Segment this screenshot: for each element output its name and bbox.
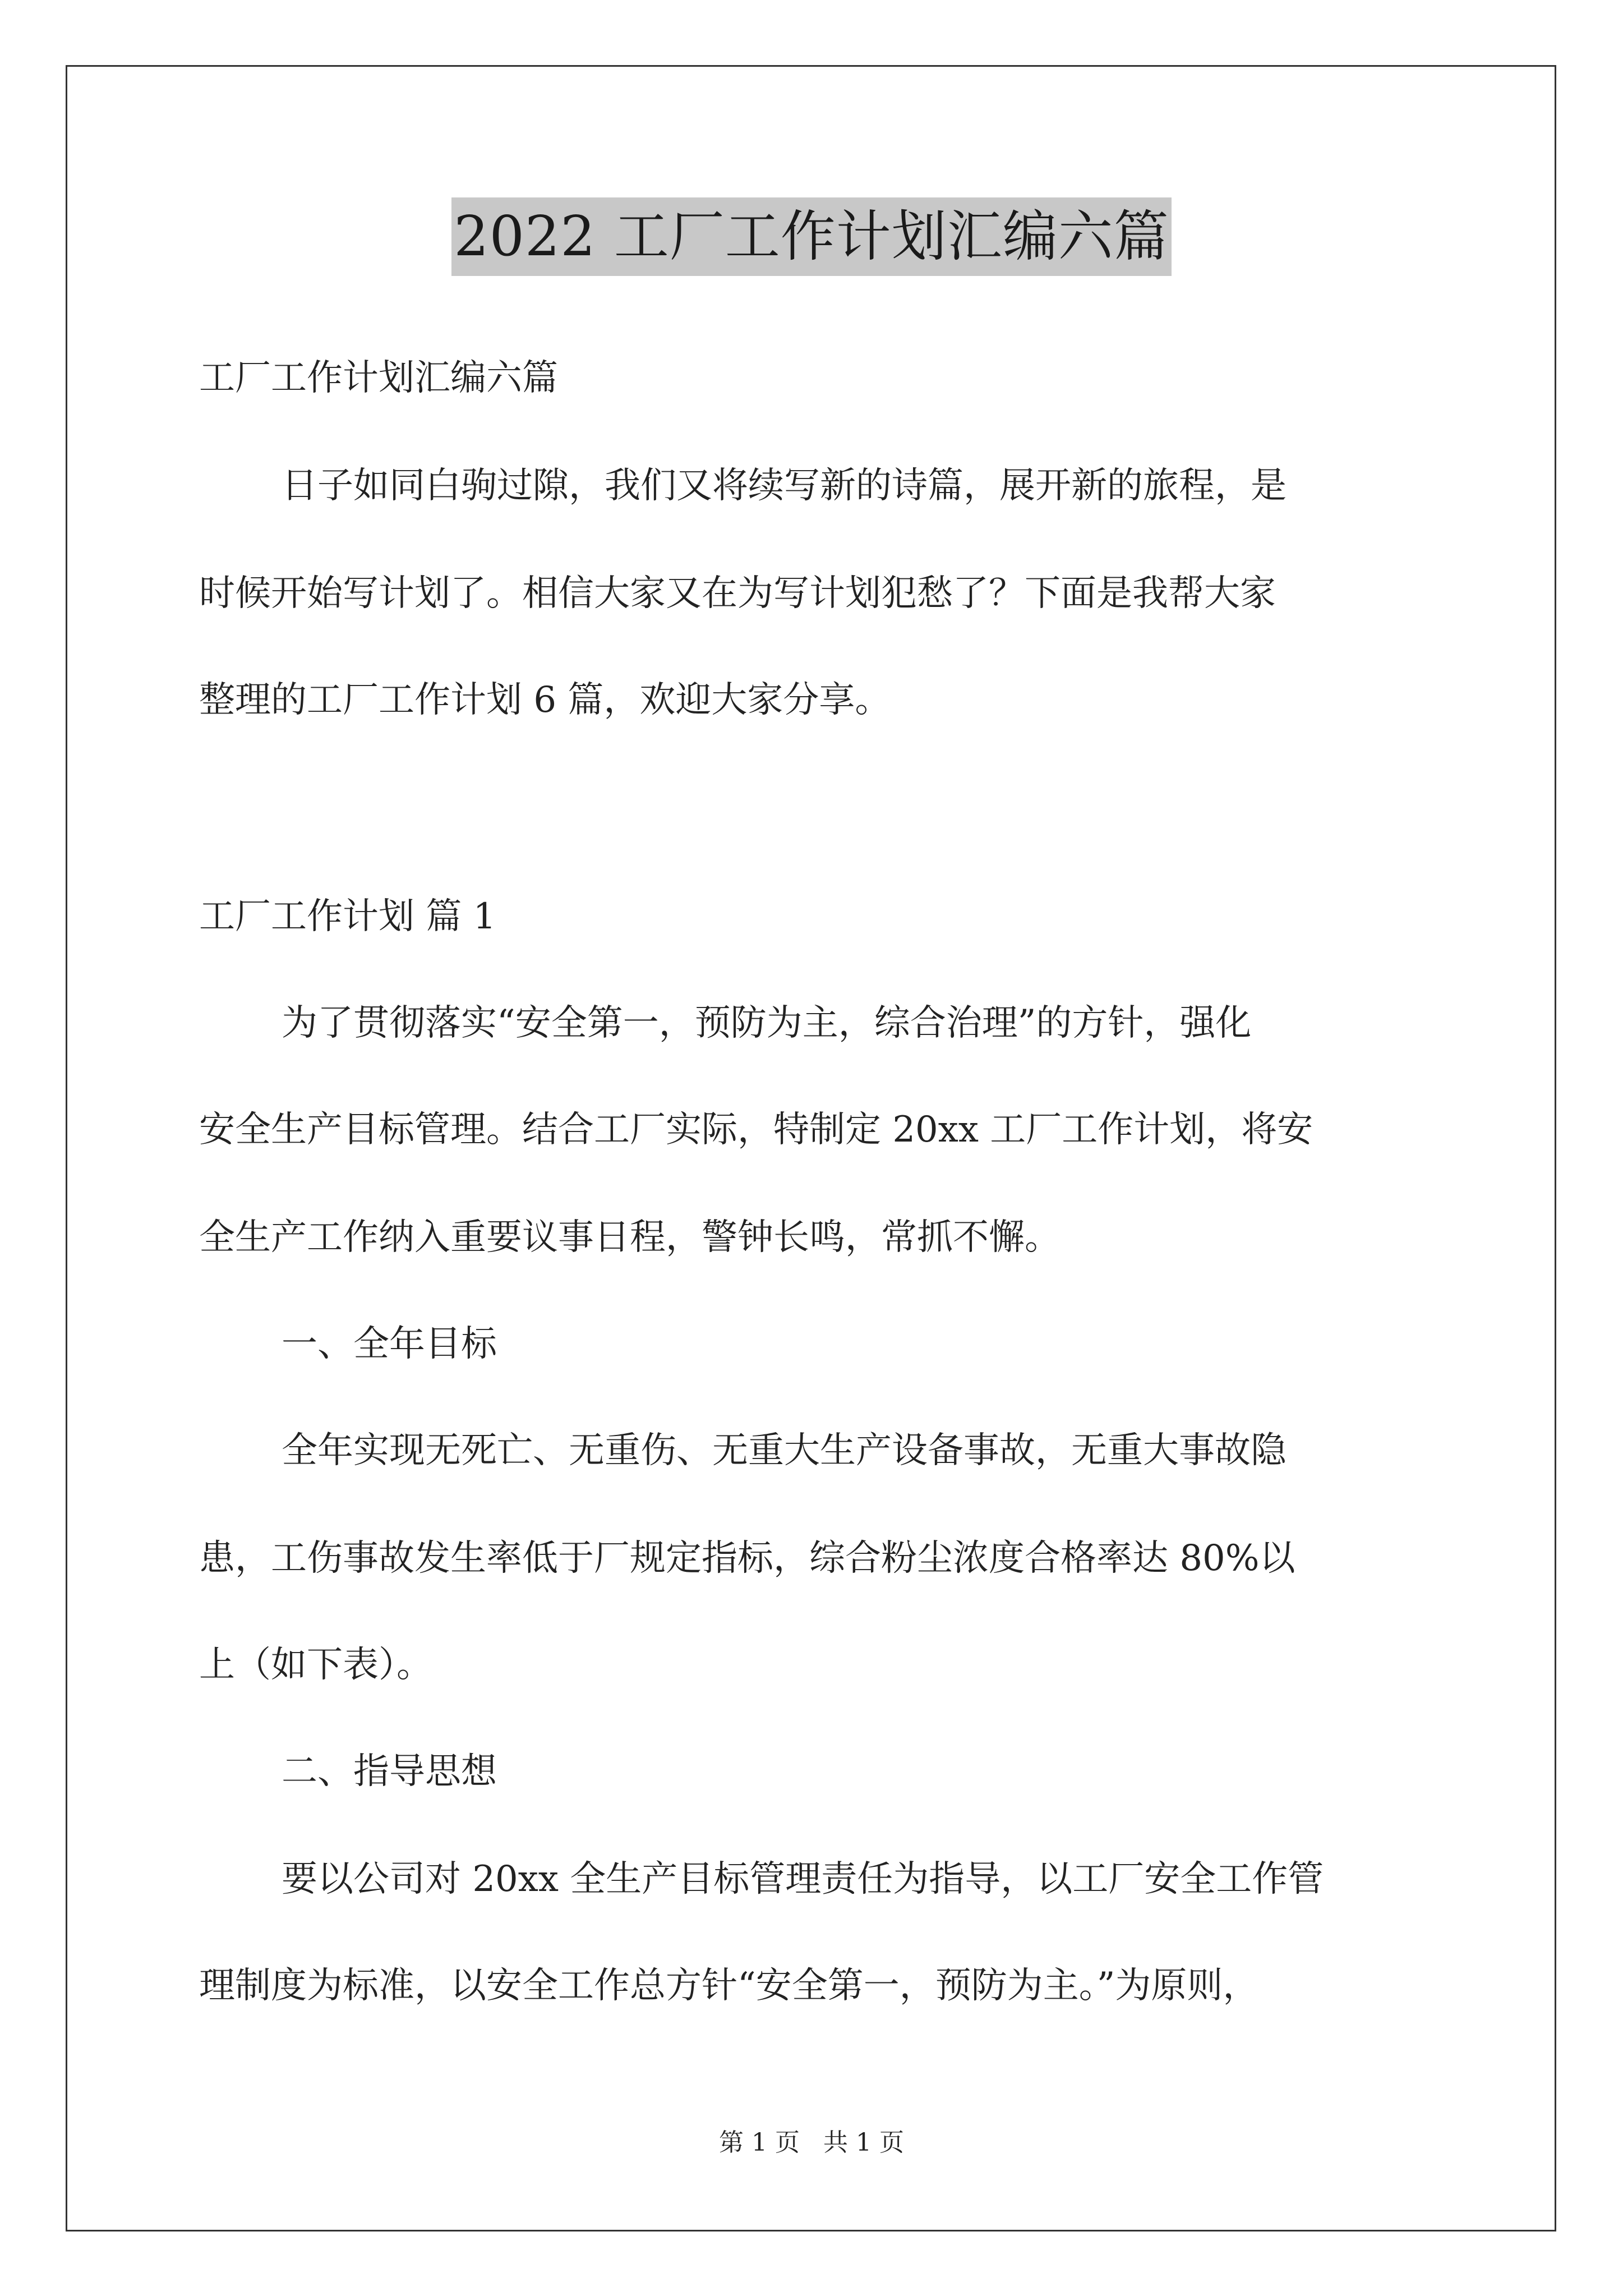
paragraph-line: 时候开始写计划了。相信大家又在为写计划犯愁了？下面是我帮大家 xyxy=(199,573,1276,614)
paragraph-line: 患，工伤事故发生率低于厂规定指标，综合粉尘浓度合格率达 80%以 xyxy=(199,1538,1295,1579)
paragraph-line: 日子如同白驹过隙，我们又将续写新的诗篇，展开新的旅程，是 xyxy=(282,465,1287,507)
paragraph-line: 要以公司对 20xx 全生产目标管理责任为指导，以工厂安全工作管 xyxy=(282,1858,1324,1900)
section-heading: 工厂工作计划 篇 1 xyxy=(199,896,496,937)
paragraph-line: 全生产工作纳入重要议事日程，警钟长鸣，常抓不懈。 xyxy=(199,1217,1061,1258)
paragraph-line: 安全生产目标管理。结合工厂实际，特制定 20xx 工厂工作计划，将安 xyxy=(199,1109,1313,1151)
title-container xyxy=(0,197,1623,276)
paragraph-line: 理制度为标准，以安全工作总方针“安全第一，预防为主。”为原则， xyxy=(199,1965,1259,2007)
paragraph-line: 上（如下表）。 xyxy=(199,1644,432,1686)
paragraph-line: 为了贯彻落实“安全第一，预防为主，综合治理”的方针，强化 xyxy=(282,1002,1252,1044)
subtitle-line: 工厂工作计划汇编六篇 xyxy=(199,357,558,399)
subheading: 一、全年目标 xyxy=(282,1323,497,1365)
page-footer: 第 1 页 共 1 页 xyxy=(719,2128,904,2157)
subheading: 二、指导思想 xyxy=(282,1751,497,1792)
paragraph-line: 整理的工厂工作计划 6 篇，欢迎大家分享。 xyxy=(199,679,891,721)
document-title: 2022 工厂工作计划汇编六篇 xyxy=(451,197,1172,276)
paragraph-line: 全年实现无死亡、无重伤、无重大生产设备事故，无重大事故隐 xyxy=(282,1430,1287,1471)
